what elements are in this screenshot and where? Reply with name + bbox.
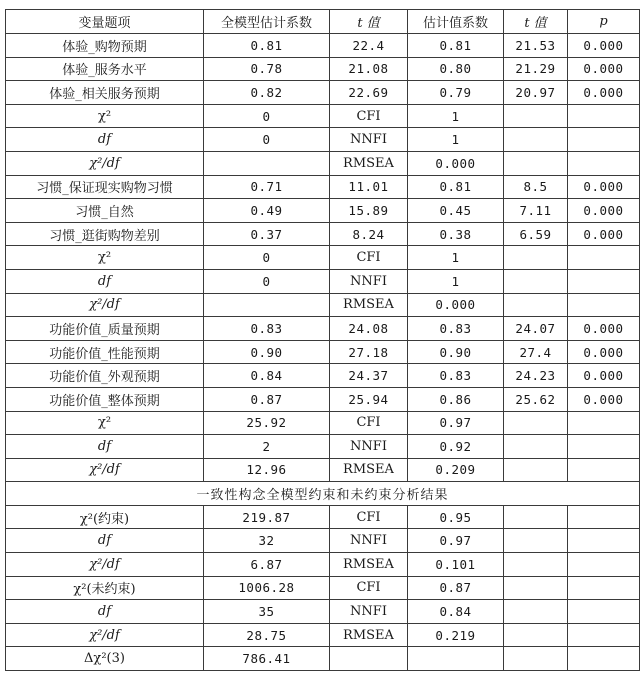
fit-index-row [6,104,640,128]
constraint-row [6,600,640,624]
full-model-coef-value: 0.78 [204,57,330,81]
empty-cell [504,647,568,671]
t-value-2: 21.29 [504,57,568,81]
header-t-value-1: t 值 [330,10,408,34]
constraint-statistic-value: 786.41 [204,647,330,671]
variable-item-label: 功能价值_整体预期 [6,387,204,411]
fit-index-label: CFI [330,104,408,128]
t-value-1: 24.37 [330,364,408,388]
empty-cell [568,104,640,128]
constraint-row [6,505,640,529]
fit-statistic-value: 0 [204,269,330,293]
full-model-coef-value: 0.82 [204,81,330,105]
constraint-index-value: 0.95 [408,505,504,529]
empty-cell [504,246,568,270]
empty-cell [504,576,568,600]
fit-statistic-value: 0 [204,104,330,128]
fit-statistic-label: df [6,128,204,152]
fit-index-row [6,128,640,152]
full-model-coef-value: 0.90 [204,340,330,364]
fit-index-row [6,458,640,482]
empty-cell [504,553,568,577]
table-body [6,34,640,671]
empty-cell [568,411,640,435]
fit-index-value: 1 [408,128,504,152]
empty-cell [568,246,640,270]
fit-statistic-value: 0 [204,246,330,270]
empty-cell [568,435,640,459]
t-value-2: 20.97 [504,81,568,105]
empty-cell [504,128,568,152]
fit-index-value: 1 [408,269,504,293]
constraint-index-label: RMSEA [330,623,408,647]
table-row [6,340,640,364]
section-title-row [6,482,640,506]
header-row [6,10,640,34]
fit-statistic-label: χ²/df [6,293,204,317]
table-row [6,57,640,81]
empty-cell [568,458,640,482]
t-value-1: 22.69 [330,81,408,105]
p-value: 0.000 [568,175,640,199]
fit-statistic-label: χ² [6,104,204,128]
estimate-coef-value: 0.81 [408,175,504,199]
t-value-2: 24.23 [504,364,568,388]
fit-statistic-label: df [6,269,204,293]
variable-item-label: 习惯_逛街购物差别 [6,222,204,246]
estimate-coef-value: 0.81 [408,34,504,58]
empty-cell [504,269,568,293]
empty-cell [504,151,568,175]
fit-statistic-label: χ² [6,246,204,270]
constraint-statistic-label: χ²(未约束) [6,576,204,600]
section-title: 一致性构念全模型约束和未约束分析结果 [6,482,640,506]
fit-statistic-value [204,293,330,317]
empty-cell [568,505,640,529]
fit-index-label: RMSEA [330,293,408,317]
t-value-2: 24.07 [504,317,568,341]
table-row [6,81,640,105]
constraint-index-label: NNFI [330,600,408,624]
estimate-coef-value: 0.86 [408,387,504,411]
empty-cell [504,411,568,435]
header-t-value-2: t 值 [504,10,568,34]
constraint-index-value: 0.97 [408,529,504,553]
table-row [6,175,640,199]
constraint-index-label: NNFI [330,529,408,553]
fit-index-label: CFI [330,246,408,270]
fit-index-label: RMSEA [330,458,408,482]
t-value-2: 25.62 [504,387,568,411]
constraint-statistic-value: 35 [204,600,330,624]
p-value: 0.000 [568,199,640,223]
p-value: 0.000 [568,57,640,81]
p-value: 0.000 [568,340,640,364]
t-value-2: 27.4 [504,340,568,364]
t-value-2: 7.11 [504,199,568,223]
estimate-coef-value: 0.80 [408,57,504,81]
variable-item-label: 体验_购物预期 [6,34,204,58]
constraint-row [6,647,640,671]
estimate-coef-value: 0.38 [408,222,504,246]
p-value: 0.000 [568,34,640,58]
constraint-index-value: 0.84 [408,600,504,624]
table-row [6,199,640,223]
variable-item-label: 体验_相关服务预期 [6,81,204,105]
t-value-1: 11.01 [330,175,408,199]
fit-index-value: 0.97 [408,411,504,435]
p-value: 0.000 [568,222,640,246]
fit-index-row [6,411,640,435]
constraint-statistic-value: 1006.28 [204,576,330,600]
constraint-row [6,553,640,577]
fit-index-row [6,293,640,317]
estimate-coef-value: 0.90 [408,340,504,364]
full-model-coef-value: 0.81 [204,34,330,58]
t-value-1: 8.24 [330,222,408,246]
estimate-coef-value: 0.45 [408,199,504,223]
full-model-coef-value: 0.83 [204,317,330,341]
p-value: 0.000 [568,387,640,411]
t-value-1: 27.18 [330,340,408,364]
constraint-statistic-value: 219.87 [204,505,330,529]
variable-item-label: 功能价值_性能预期 [6,340,204,364]
fit-index-row [6,435,640,459]
variable-item-label: 体验_服务水平 [6,57,204,81]
fit-statistic-value [204,151,330,175]
constraint-statistic-label: χ²(约束) [6,505,204,529]
constraint-index-label: CFI [330,505,408,529]
empty-cell [568,269,640,293]
fit-statistic-label: χ²/df [6,151,204,175]
fit-index-value: 0.000 [408,151,504,175]
p-value: 0.000 [568,81,640,105]
t-value-1: 21.08 [330,57,408,81]
estimate-coef-value: 0.83 [408,364,504,388]
constraint-index-label: CFI [330,576,408,600]
fit-statistic-value: 0 [204,128,330,152]
empty-cell [504,529,568,553]
empty-cell [568,647,640,671]
fit-index-value: 0.92 [408,435,504,459]
estimate-coef-value: 0.83 [408,317,504,341]
fit-index-label: CFI [330,411,408,435]
empty-cell [504,104,568,128]
header-full-model-coef: 全模型估计系数 [204,10,330,34]
variable-item-label: 功能价值_质量预期 [6,317,204,341]
constraint-statistic-value: 28.75 [204,623,330,647]
fit-index-label: NNFI [330,435,408,459]
variable-item-label: 功能价值_外观预期 [6,364,204,388]
constraint-statistic-label: Δχ²(3) [6,647,204,671]
table-row [6,222,640,246]
empty-cell [568,576,640,600]
empty-cell [504,458,568,482]
empty-cell [568,151,640,175]
full-model-coef-value: 0.84 [204,364,330,388]
constraint-index-value: 0.219 [408,623,504,647]
empty-cell [568,128,640,152]
constraint-index-label: RMSEA [330,553,408,577]
t-value-1: 15.89 [330,199,408,223]
variable-item-label: 习惯_自然 [6,199,204,223]
fit-index-label: NNFI [330,128,408,152]
constraint-row [6,529,640,553]
full-model-coef-value: 0.37 [204,222,330,246]
t-value-2: 8.5 [504,175,568,199]
constraint-statistic-label: χ²/df [6,553,204,577]
empty-cell [504,505,568,529]
header-p: p [568,10,640,34]
t-value-2: 6.59 [504,222,568,246]
fit-statistic-label: χ²/df [6,458,204,482]
fit-index-row [6,246,640,270]
fit-index-value: 1 [408,246,504,270]
table-row [6,387,640,411]
fit-statistic-value: 2 [204,435,330,459]
fit-statistic-label: χ² [6,411,204,435]
t-value-1: 24.08 [330,317,408,341]
empty-cell [504,623,568,647]
p-value: 0.000 [568,364,640,388]
empty-cell [504,435,568,459]
constraint-index-label [330,647,408,671]
model-estimate-table [5,9,640,671]
empty-cell [568,529,640,553]
constraint-index-value: 0.101 [408,553,504,577]
fit-index-row [6,269,640,293]
fit-index-label: RMSEA [330,151,408,175]
constraint-statistic-label: df [6,529,204,553]
empty-cell [568,623,640,647]
constraint-index-value: 0.87 [408,576,504,600]
t-value-1: 22.4 [330,34,408,58]
full-model-coef-value: 0.49 [204,199,330,223]
header-estimate-coef: 估计值系数 [408,10,504,34]
variable-item-label: 习惯_保证现实购物习惯 [6,175,204,199]
empty-cell [504,600,568,624]
t-value-2: 21.53 [504,34,568,58]
estimate-coef-value: 0.79 [408,81,504,105]
empty-cell [504,293,568,317]
constraint-statistic-value: 32 [204,529,330,553]
constraint-row [6,623,640,647]
fit-index-label: NNFI [330,269,408,293]
constraint-row [6,576,640,600]
empty-cell [568,600,640,624]
table-row [6,317,640,341]
fit-statistic-value: 25.92 [204,411,330,435]
full-model-coef-value: 0.71 [204,175,330,199]
empty-cell [568,293,640,317]
header-variable-item: 变量题项 [6,10,204,34]
constraint-statistic-label: df [6,600,204,624]
fit-index-value: 1 [408,104,504,128]
full-model-coef-value: 0.87 [204,387,330,411]
constraint-statistic-value: 6.87 [204,553,330,577]
constraint-index-value [408,647,504,671]
fit-index-value: 0.000 [408,293,504,317]
table-row [6,364,640,388]
fit-index-row [6,151,640,175]
fit-statistic-label: df [6,435,204,459]
t-value-1: 25.94 [330,387,408,411]
empty-cell [568,553,640,577]
fit-statistic-value: 12.96 [204,458,330,482]
fit-index-value: 0.209 [408,458,504,482]
p-value: 0.000 [568,317,640,341]
constraint-statistic-label: χ²/df [6,623,204,647]
table-row [6,34,640,58]
